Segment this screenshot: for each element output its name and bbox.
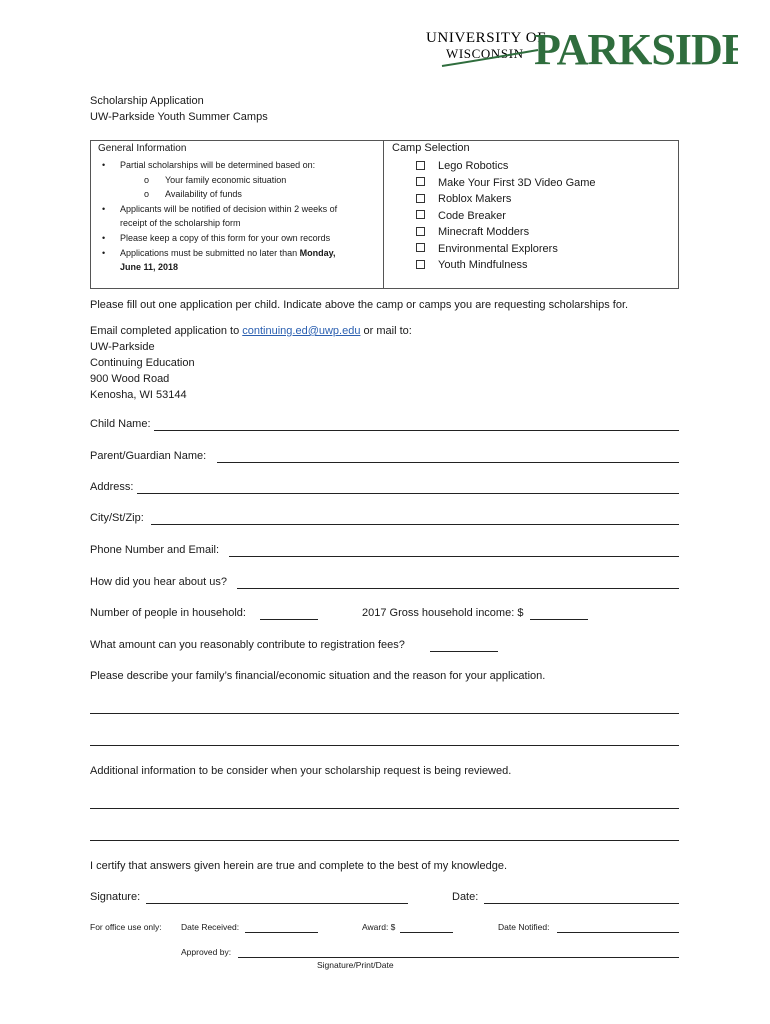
camp-label: Make Your First 3D Video Game <box>438 176 596 189</box>
list-item <box>98 202 383 217</box>
deadline-date: June 11, 2018 <box>120 262 179 273</box>
checkbox[interactable] <box>416 260 425 269</box>
signature-field[interactable] <box>146 903 408 904</box>
camp-option[interactable] <box>416 241 596 258</box>
hear-about-field[interactable] <box>237 588 679 589</box>
camp-option[interactable] <box>416 191 596 208</box>
checkbox[interactable] <box>416 227 425 236</box>
bullet-icon: • <box>102 232 106 243</box>
phone-email-label: Phone Number and Email: <box>90 544 220 556</box>
list-item-text: Partial scholarships will be determined based on: <box>120 160 316 170</box>
list-item-text: Please keep a copy of this form for your own records <box>120 232 331 243</box>
general-info-heading: General Information <box>98 143 187 154</box>
deadline-day: Monday, <box>299 247 336 258</box>
camp-label: Minecraft Modders <box>438 226 530 238</box>
logo-university-of: UNIVERSITY OF <box>426 30 547 46</box>
camp-label: Environmental Explorers <box>438 242 558 255</box>
address-line: Kenosha, WI 53144 <box>90 389 187 401</box>
sub-bullet-icon: o <box>144 189 150 200</box>
checkbox[interactable] <box>416 177 425 186</box>
university-logo <box>420 14 738 74</box>
form-title: Scholarship Application <box>90 95 204 107</box>
list-item-text: Your family economic situation <box>165 174 287 185</box>
logo-parkside: PARKSIDE <box>534 25 738 74</box>
sub-bullet-icon: o <box>144 174 150 185</box>
logo-graphic <box>420 14 738 74</box>
describe-field-line[interactable] <box>90 745 679 746</box>
award-label: Award: $ <box>362 922 396 932</box>
list-item <box>98 260 383 275</box>
address-line: Continuing Education <box>90 357 195 369</box>
signature-print-date-caption: Signature/Print/Date <box>317 960 394 970</box>
email-prefix: Email completed application to <box>90 325 243 337</box>
checkbox[interactable] <box>416 161 425 170</box>
date-field[interactable] <box>484 903 679 904</box>
email-link[interactable]: continuing.ed@uwp.edu <box>242 325 361 337</box>
contribute-label: What amount can you reasonably contribute to registration fees? <box>90 639 405 651</box>
list-item-text: Applications must be submitted no later than <box>120 247 300 258</box>
parent-name-label: Parent/Guardian Name: <box>90 450 207 462</box>
checkbox[interactable] <box>416 210 425 219</box>
date-received-field[interactable] <box>245 932 318 933</box>
instructions-text: Please fill out one application per child. Indicate above the camp or camps you are requesting scholarships for. <box>90 299 629 311</box>
checkbox[interactable] <box>416 194 425 203</box>
certify-text: I certify that answers given herein are true and complete to the best of my knowledge. <box>90 860 508 872</box>
list-item <box>98 246 383 261</box>
address-line: UW-Parkside <box>90 341 155 353</box>
office-use-label: For office use only: <box>90 922 162 932</box>
additional-label: Additional information to be consider when your scholarship request is being reviewed. <box>90 765 512 777</box>
city-field[interactable] <box>151 524 679 525</box>
list-item <box>98 187 383 202</box>
camp-option[interactable] <box>416 175 596 192</box>
gross-income-field[interactable] <box>530 619 588 620</box>
checkbox[interactable] <box>416 243 425 252</box>
date-received-label: Date Received: <box>181 922 240 932</box>
child-name-field[interactable] <box>154 430 679 431</box>
camp-label: Code Breaker <box>438 209 506 222</box>
contribute-field[interactable] <box>430 651 498 652</box>
camp-label: Lego Robotics <box>438 160 509 172</box>
bullet-icon: • <box>102 160 106 170</box>
mailing-info <box>90 323 412 403</box>
camp-option[interactable] <box>416 208 596 225</box>
additional-field-line[interactable] <box>90 840 679 841</box>
gross-income-label: 2017 Gross household income: $ <box>362 607 524 619</box>
phone-email-field[interactable] <box>229 556 679 557</box>
camp-option[interactable] <box>416 224 596 241</box>
approved-by-label: Approved by: <box>181 947 232 957</box>
household-label: Number of people in household: <box>90 607 246 619</box>
list-item <box>98 231 383 246</box>
city-label: City/St/Zip: <box>90 512 144 524</box>
camp-label: Youth Mindfulness <box>438 259 528 271</box>
info-box-divider <box>383 140 384 289</box>
email-line <box>90 323 412 339</box>
camp-label: Roblox Makers <box>438 193 512 205</box>
bullet-icon: • <box>102 203 106 214</box>
camp-option[interactable] <box>416 158 596 175</box>
logo-wisconsin: WISCONSIN <box>446 46 524 61</box>
list-item <box>98 216 383 231</box>
list-item-text: Applicants will be notified of decision within 2 weeks of <box>120 203 338 214</box>
describe-label: Please describe your family’s financial/economic situation and the reason for your application. <box>90 670 546 682</box>
bullet-icon: • <box>102 247 106 258</box>
date-label: Date: <box>452 891 479 903</box>
list-item <box>98 173 383 188</box>
household-field[interactable] <box>260 619 318 620</box>
date-notified-field[interactable] <box>557 932 679 933</box>
email-suffix: or mail to: <box>360 325 412 337</box>
describe-field-line[interactable] <box>90 713 679 714</box>
camp-selection-heading: Camp Selection <box>392 142 470 154</box>
address-label: Address: <box>90 481 134 493</box>
date-notified-label: Date Notified: <box>498 922 550 932</box>
hear-about-label: How did you hear about us? <box>90 576 227 588</box>
camp-list <box>416 158 596 274</box>
additional-field-line[interactable] <box>90 808 679 809</box>
general-info-list <box>98 158 383 275</box>
form-subtitle: UW-Parkside Youth Summer Camps <box>90 111 268 123</box>
parent-name-field[interactable] <box>217 462 679 463</box>
list-item-text: Availability of funds <box>165 189 242 200</box>
approved-by-field[interactable] <box>238 957 679 958</box>
award-field[interactable] <box>400 932 453 933</box>
list-item <box>98 158 383 173</box>
address-line: 900 Wood Road <box>90 373 170 385</box>
address-field[interactable] <box>137 493 679 494</box>
signature-label: Signature: <box>90 891 141 903</box>
list-item-text: receipt of the scholarship form <box>120 218 241 229</box>
child-name-label: Child Name: <box>90 418 151 430</box>
camp-option[interactable] <box>416 257 596 274</box>
